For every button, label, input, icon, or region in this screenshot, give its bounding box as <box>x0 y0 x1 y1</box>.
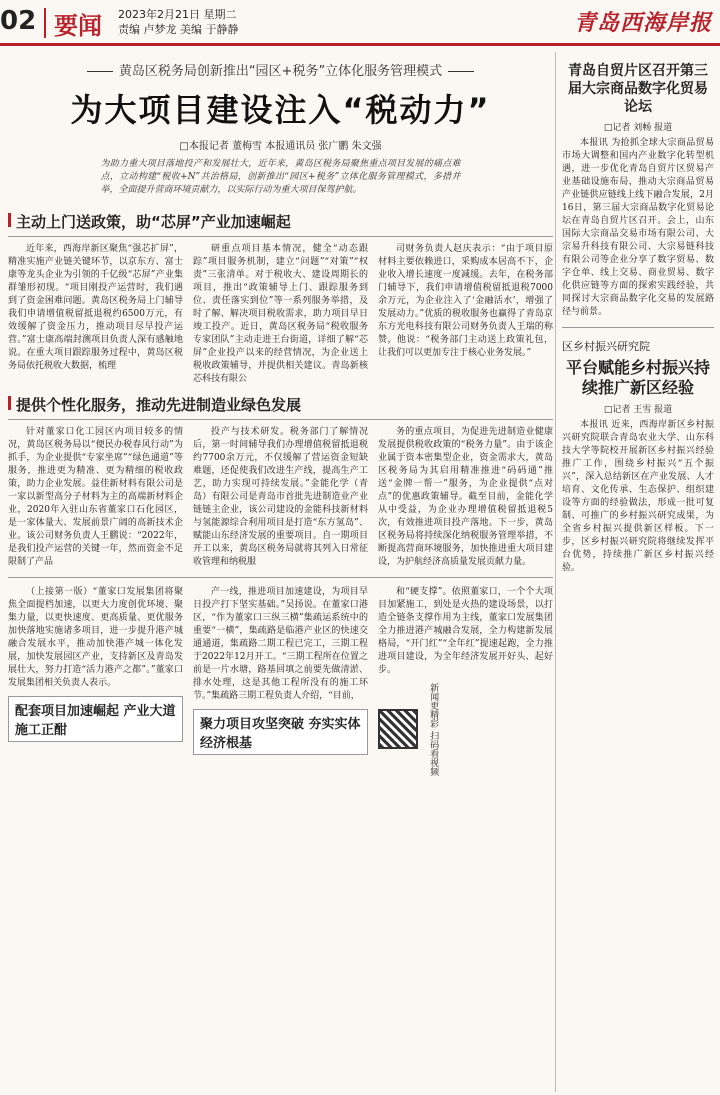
bottom-text: （上接第一版）“董家口发展集团将聚焦全面提档加速，以更大力度创优环境、聚集力量，以更快速度、更高质量、更优服务加快落地实施诸多项目，进一步提升港产城融合发展水平，推动加快港产城一体化发展，加快发展园区产业，支持新区及青岛发展壮大，努力打造“活力港产之都”。”董家口发展集团相关负责人表示。 <box>8 587 183 688</box>
qr-block[interactable] <box>378 683 553 776</box>
story2-text: 本报讯 近来，西海岸新区乡村振兴研究院联合青岛农业大学、山东科技大学等院校开展新区乡村振兴经验推广工作，围绕乡村振兴“五个振兴”，深入总结新区在产业发展、人才培育、文化传承、生态保护、组织建设等方面的经验做法，形成一批可复制、可推广的乡村振兴研究成果，为全省乡村振兴提供新区样板。下一步，区乡村振兴研究院将继续发挥平台优势，持续推广新区乡村振兴经验。 <box>562 420 714 573</box>
divider <box>8 577 553 578</box>
section-1-col: 司财务负责人赵庆表示：“由于项目原材料主要依赖进口，采购成本居高不下，企业收入增长速度一度减缓。去年，在税务部门辅导下，我们申请增值税留抵退税7000余万元，为企业注入了‘金融活水’，增强了发展动力。”优质的税收服务也赢得了青岛京东方光电科技有限公司财务负责人王瑞的称赞，他说：“税务部门主动送上政策礼包，让我们可以更加专注于核心业务发展。” <box>378 244 553 358</box>
section-2-col: 投产与技术研发。税务部门了解情况后，第一时间辅导我们办理增值税留抵退税约7700余万元，不仅缓解了营运资金短缺难题，还促使我们改进生产线，提高生产工艺，助力实现可持续发展。”金能化学（青岛）有限公司是青岛市首批先进制造业产业链链主企业，该公司建设的金能科技新材料与氢能源综合利用项目是打造“东方氢岛”、赋能山东经济发展的重要项目。自一期项目开工以来，黄岛区税务局就将其列入日常征收管理和纳税服 <box>193 427 368 567</box>
section-2-text <box>8 426 553 569</box>
bottom-col-1 <box>8 586 183 776</box>
qr-caption: 新闻更精彩 扫码看视频 <box>428 683 439 776</box>
main-article <box>8 52 553 776</box>
story2-kicker: 区乡村振兴研究院 <box>562 340 650 353</box>
page-header <box>0 0 720 46</box>
right-column <box>562 52 714 575</box>
section-1-col: 近年来，西海岸新区聚焦“强芯扩屏”，精准实施产业链关键环节，以京东方、富士康等龙头企业为引领的千亿级“芯屏”产业集群雏形初现。“项目刚投产运营时，我们遇到了资金困难问题。黄岛区税务局上门辅导我们申请增值税留抵退税约6500万元，有效缓解了资金压力，推动项目尽早投产运营。”富士康高端封测项目负责人深有感触地说。在重大项目跟踪服务过程中，黄岛区税务局依托税收大数据，梳理 <box>8 244 183 371</box>
header-divider <box>44 8 46 38</box>
page-number: 02 <box>0 6 37 36</box>
main-headline: 为大项目建设注入“税动力” <box>70 91 491 129</box>
qr-code-icon[interactable] <box>378 709 418 749</box>
story1-byline: □记者 刘畅 报道 <box>603 123 673 133</box>
date-line: 2023年2月21日 星期二 <box>118 8 237 21</box>
boxed-subhead: 聚力项目攻坚突破 夯实实体经济根基 <box>193 709 368 755</box>
story1-text: 本报讯 为抢抓全球大宗商品贸易市场大调整和国内产业数字化转型机遇，进一步优化青岛自贸片区贸易产业基础设施布局，推动大宗商品贸易产业链供应链线上线下融合发展，2月16日，第三届大宗商品数字化贸易论坛在青岛自贸片区召开。会上，山东国际大宗商品交易市场有限公司、大宗易升科技有限公司、大宗易链科技有限公司等企业分享了数字贸易、数字仓单、线上交易、商业贸易、数字化供应链等方面的探索实践经验，共同探讨大宗商品数字化交易的发展路径与前景。 <box>562 138 714 317</box>
story2-title: 平台赋能乡村振兴持续推广新区经验 <box>565 358 710 397</box>
column-rule <box>555 52 556 1092</box>
section-2-col: 务的重点项目，为促进先进制造业健康发展提供税收政策的“税务力量”。由于该企业属于资本密集型企业，资金需求大，黄岛区税务局为其启用精准推进“码码通”推送“金牌一帮一”服务，为企业提供“点对点”的优惠政策辅导。截至目前，金能化学从中受益，为企业办理增值税留抵退税5次，有效推进项目投产落地。下一步，黄岛区税务局将持续深化纳税服务管理举措，不断提高营商环境服务，加快推进重大项目建设，为护航经济高质量发展贡献力量。 <box>378 427 553 567</box>
story1-title: 青岛自贸片区召开第三届大宗商品数字化贸易论坛 <box>568 63 708 115</box>
main-kicker: 黄岛区税务局创新推出“园区+税务”立体化服务管理模式 <box>8 60 553 79</box>
paper-logo: 青岛西海岸报 <box>573 10 712 36</box>
bottom-article <box>8 586 553 776</box>
boxed-subhead: 配套项目加速崛起 产业大道施工正酣 <box>8 696 183 742</box>
bottom-col-2 <box>193 586 368 776</box>
section-2-col: 针对董家口化工园区内项目较多的情况，黄岛区税务局以“便民办税春风行动”为抓手，为企业提供“专家坐席”“绿色通道”等服务，推进更为精准、更为精细的税收政策，助力企业发展。益佳新材料有限公司是一家以新型高分子材料为主的高端新材料企业，2020年入驻山东省董家口石化园区，是一家体量大、发展前景广阔的高新技术企业。该公司财务负责人王鹏说：“2022年，是我们投产运营的关键一年，然而资金不足限制了产品 <box>8 427 183 567</box>
bottom-col-3 <box>378 586 553 776</box>
main-lead: 为助力重大项目落地投产和发展壮大，近年来，黄岛区税务局聚焦重点项目发展的痛点难点，立动构建“税收+N”共治格局，创新推出“园区+税务”立体化服务管理模式，多措并举，全面提升营商环境贡献力，以实际行动为重大项目保驾护航。 <box>100 159 461 195</box>
editor-line: 责编 卢梦龙 美编 于静静 <box>118 23 239 36</box>
bottom-text: 产一线，推进项目加速建设，为项目早日投产打下坚实基础。”吴扬说。在董家口港区，“作为董家口三纵三横”集疏运系统中的重要“一横”，集疏路是临港产业区的快速交通通道，集疏路二期工程已完工，三期工程于2022年12月开工。“三期工程所在位置之前是一片水塘，路基回填之前要先做清淤、排水处理，这是其他工程所没有的施工环节。”集疏路三期工程负责人介绍，“目前， <box>193 587 368 701</box>
header-info <box>118 7 239 37</box>
section-1-text <box>8 243 553 386</box>
main-byline: □本报记者 董梅雪 本报通讯员 张广鹏 朱文强 <box>179 141 382 152</box>
subhead-2: 提供个性化服务，推动先进制造业绿色发展 <box>8 392 553 420</box>
section-1-col: 研重点项目基本情况，健全“动态跟踪”项目服务机制，建立“问题”“对策”“权责”三张清单。对于税收大、建设周期长的项目，推出“政策辅导上门、跟踪服务到位、责任落实到位”等一系列服务举措，及时了解、解决项目税收需求，助力项目早日竣工投产。近日，黄岛区税务局“税收服务专家团队”主动走进王台街道，详细了解“芯屏”企业投产以来的经营情况，为企业送上税收政策辅导，并提供相关建议。青岛新核芯科技有限公 <box>193 244 368 384</box>
divider <box>562 327 714 328</box>
subhead-1: 主动上门送政策，助“芯屏”产业加速崛起 <box>8 209 553 237</box>
bottom-text: 和“硬支撑”。依照董家口，一个个大项目加紧施工，到处是火热的建设场景，以打造全链条支撑作用为主线，董家口发展集团全力推进港产城融合发展，全力构建新发展格局，“开门红”“全年红”提速起跑，全力推进项目建设，为全年经济发展开好头、起好步。 <box>378 587 553 675</box>
story2-byline: □记者 王雪 报道 <box>603 405 673 415</box>
section-title: 要闻 <box>54 12 102 40</box>
